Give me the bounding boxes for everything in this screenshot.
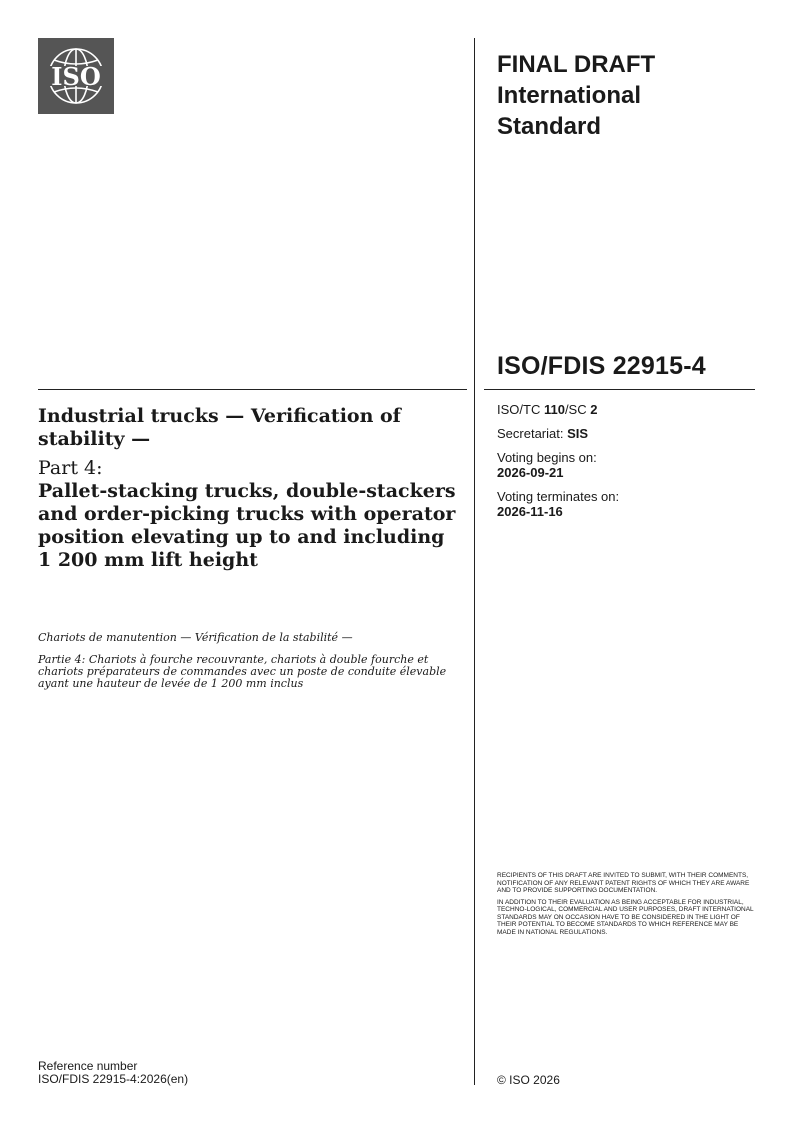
voting-begins — [497, 450, 747, 480]
draft-notice — [497, 872, 757, 940]
reference-label: Reference number — [38, 1059, 138, 1073]
notice-paragraph-1: RECIPIENTS OF THIS DRAFT ARE INVITED TO SUBMIT, WITH THEIR COMMENTS, NOTIFICATION OF ANY RELEVANT PATENT RIGHTS OF WHICH THEY ARE AWARE AND TO PROVIDE SUPPORTING DOCUMENTATION. — [497, 872, 750, 894]
voting-begins-label: Voting begins on: — [497, 450, 597, 465]
part-label: Part 4: — [38, 457, 103, 479]
reference-number — [38, 1060, 188, 1086]
voting-terminates-label: Voting terminates on: — [497, 489, 620, 504]
status-international: International — [497, 82, 642, 109]
notice-paragraph-2: IN ADDITION TO THEIR EVALUATION AS BEING ACCEPTABLE FOR INDUSTRIAL, TECHNO-LOGICAL, COMMERCIAL AND USER PURPOSES, DRAFT INTERNATIONAL STANDARDS MAY ON OCCASION HAVE TO BE CONSIDERED IN THE LIGHT OF THEIR POTENTIAL TO BECOME STANDARDS TO WHICH REFERENCE MAY BE MADE IN NATIONAL REGULATIONS. — [497, 898, 754, 936]
horizontal-divider-right — [484, 389, 755, 390]
status-final-draft: FINAL DRAFT — [497, 51, 656, 78]
secretariat-value: SIS — [567, 426, 589, 441]
english-title-block — [38, 405, 458, 572]
secretariat-label: Secretariat: — [497, 426, 568, 441]
iso-logo — [38, 38, 114, 114]
voting-begins-date: 2026-09-21 — [497, 465, 564, 480]
committee-tc: 110 — [543, 402, 565, 417]
french-part-title: Partie 4: Chariots à fourche recouvrante, chariots à double fourche et chariots préparateurs de commandes avec un poste de conduite élevable ayant une hauteur de levée de 1 200 mm inclus — [38, 653, 447, 690]
voting-terminates-date: 2026-11-16 — [497, 504, 563, 519]
vertical-divider — [474, 38, 475, 1085]
committee-sc: 2 — [590, 402, 598, 417]
horizontal-divider-left — [38, 389, 467, 390]
part-title: Pallet-stacking trucks, double-stackers and order-picking trucks with operator position elevating up to and including 1 200 mm lift height — [38, 480, 456, 571]
copyright: © ISO 2026 — [497, 1073, 560, 1087]
committee-prefix: ISO/TC — [497, 402, 544, 417]
iso-logo-text: ISO — [51, 62, 101, 91]
reference-value: ISO/FDIS 22915-4:2026(en) — [38, 1072, 189, 1086]
main-title: Industrial trucks — Verification of stability — — [38, 405, 401, 450]
iso-globe-icon — [38, 38, 114, 114]
document-metadata — [497, 402, 747, 528]
status-standard: Standard — [497, 113, 602, 140]
secretariat — [497, 426, 747, 441]
document-status — [497, 49, 757, 142]
document-number: ISO/FDIS 22915-4 — [497, 352, 706, 380]
french-title-block — [38, 632, 458, 690]
french-main-title: Chariots de manutention — Vérification de la stabilité — — [38, 631, 353, 644]
committee-sc-label: /SC — [564, 402, 591, 417]
committee — [497, 402, 747, 417]
voting-terminates — [497, 489, 747, 519]
